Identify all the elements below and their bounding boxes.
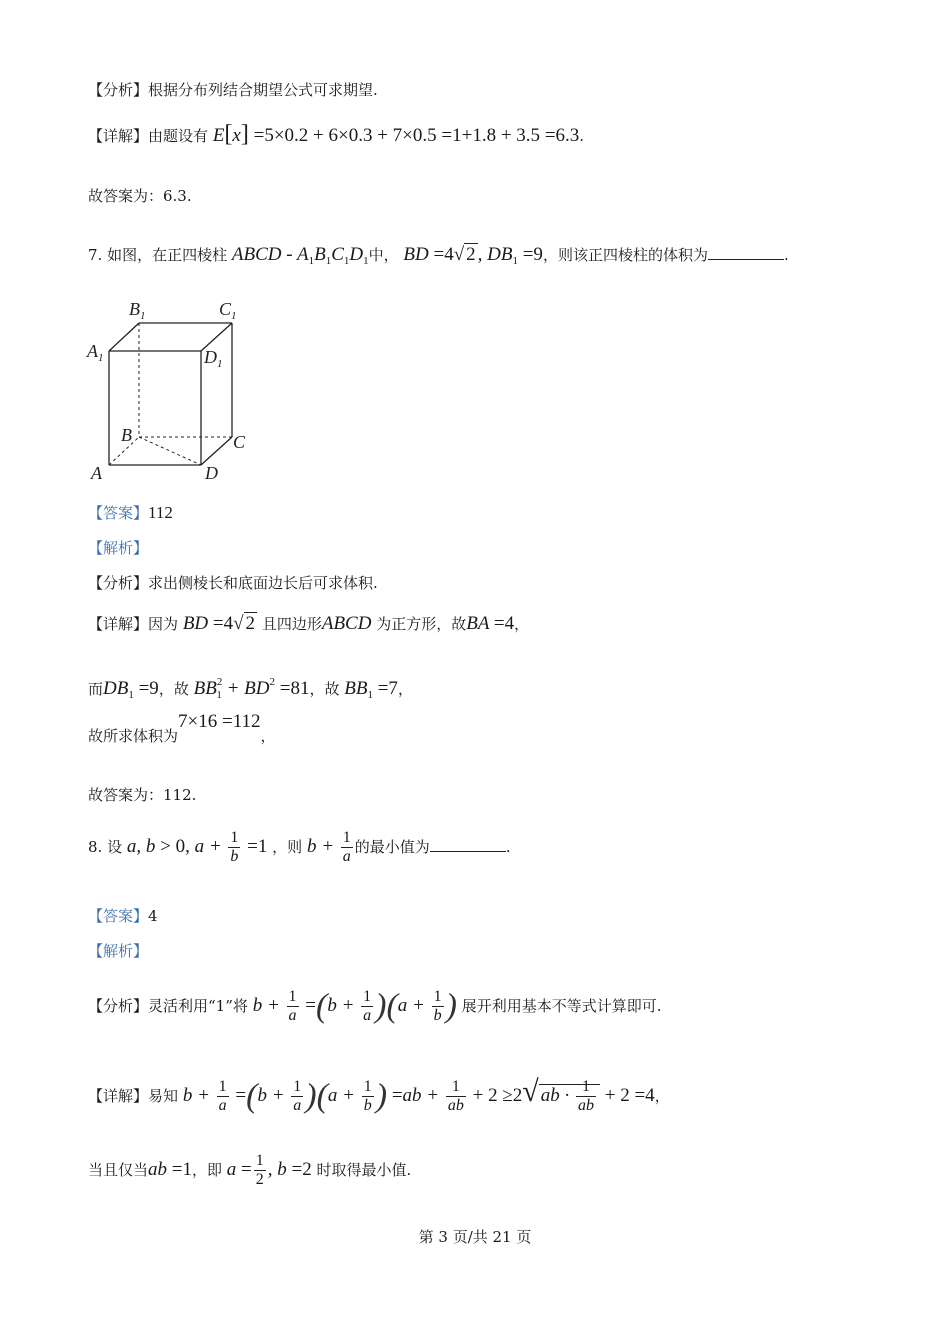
q7-blank bbox=[708, 245, 784, 260]
detail-text-3: 为正方形，故 bbox=[376, 615, 467, 633]
analysis-text-2: 展开利用基本不等式计算即可. bbox=[461, 997, 662, 1015]
solution-tag-8: 【解析】 bbox=[88, 942, 149, 960]
label-b: B bbox=[121, 425, 132, 445]
label-d: D bbox=[205, 463, 218, 483]
detail-7-line-2 bbox=[88, 672, 413, 705]
answer-line-7: 故答案为：112. bbox=[88, 786, 197, 804]
answer-tag: 【答案】 bbox=[88, 504, 149, 522]
q7-prefix: 7. 如图，在正四棱柱 bbox=[88, 246, 228, 264]
text-gu: ，故 bbox=[158, 680, 189, 698]
expectation-formula: E[x] =5×0.2 + 6×0.3 + 7×0.5 =1+1.8 + 3.5 =6.3 bbox=[212, 121, 580, 147]
bd-value: BD =4√ 2 bbox=[182, 613, 256, 634]
detail-comma: ， bbox=[654, 1087, 670, 1105]
text-er: 而 bbox=[88, 680, 104, 698]
ba-value: BA =4 bbox=[466, 613, 515, 634]
question-8: 8. 设 a, b > 0, a + $\frac{1}{b}$ =1 ，则 b + $\frac{1}{a}$ 的最小值为 . bbox=[88, 829, 511, 866]
q7-condition: BD =4√ 2 , $DB_1 =9$ bbox=[403, 244, 543, 267]
analysis-text: 灵活利用“1”将 bbox=[148, 997, 248, 1015]
equality-condition bbox=[88, 1145, 411, 1195]
analysis-tag: 【分析】 bbox=[88, 81, 149, 99]
ab-eq: ab =1 bbox=[148, 1159, 192, 1180]
ab-values: a = $\frac{1}{2}$ , b =2 bbox=[226, 1152, 312, 1189]
analysis-line-6 bbox=[88, 80, 378, 100]
text-gu-2: ，故 bbox=[309, 680, 340, 698]
text-min: 时取得最小值. bbox=[316, 1161, 412, 1179]
q7-suffix: ，则该正四棱柱的体积为 bbox=[542, 246, 708, 264]
detail-text: 易知 bbox=[148, 1087, 179, 1105]
text-comma: ， bbox=[260, 727, 276, 745]
detail-tag: 【详解】 bbox=[88, 615, 149, 633]
detail-8 bbox=[88, 1063, 670, 1125]
page-footer: 第 3 页/共 21 页 bbox=[418, 1228, 532, 1246]
prism-figure bbox=[85, 295, 255, 485]
identity-expression: b + $\frac{1}{a}$ =(b + $\frac{1}{a}$ )(a + $\frac{1}{b}$ ) bbox=[252, 987, 457, 1025]
text-ji: ，即 bbox=[191, 1161, 222, 1179]
answer-tag: 【答案】 bbox=[88, 907, 149, 925]
detail-tag: 【详解】 bbox=[88, 1087, 149, 1105]
pythag-eq: $BB^2_1 + BD^2 =81$ bbox=[193, 676, 310, 701]
volume-formula: 7×16 =112 bbox=[178, 711, 261, 732]
detail-7 bbox=[88, 614, 529, 634]
label-a: A bbox=[91, 463, 102, 483]
solution-tag-7: 【解析】 bbox=[88, 539, 149, 557]
analysis-text: 求出侧棱长和底面边长后可求体积. bbox=[148, 574, 378, 592]
q8-condition: a, b > 0, a + $\frac{1}{b}$ =1 bbox=[126, 829, 268, 866]
label-a1: $A_1$ bbox=[87, 341, 104, 364]
abcd-name: ABCD bbox=[321, 613, 372, 634]
q8-mid: ，则 bbox=[272, 838, 303, 856]
q8-suffix: 的最小值为 bbox=[354, 838, 430, 856]
answer-8 bbox=[88, 906, 158, 926]
text-dangqie: 当且仅当 bbox=[88, 1161, 149, 1179]
q8-blank bbox=[430, 837, 506, 852]
analysis-7 bbox=[88, 573, 378, 593]
label-d1: $D_1$ bbox=[204, 347, 223, 370]
detail-tag: 【详解】 bbox=[88, 127, 149, 145]
analysis-8 bbox=[88, 978, 662, 1034]
text-comma: ， bbox=[397, 680, 413, 698]
q7-prism-name: ABCD - $A_1B_1C_1D_1$ bbox=[231, 244, 369, 267]
q8-expression: b + $\frac{1}{a}$ bbox=[306, 829, 351, 866]
q8-prefix: 8. 设 bbox=[88, 838, 123, 856]
analysis-text: 根据分布列结合期望公式可求期望. bbox=[148, 81, 378, 99]
detail-text-2: 且四边形 bbox=[261, 615, 322, 633]
bb1-value: $BB_1 =7$ bbox=[344, 678, 398, 701]
detail-text: 由题设有 bbox=[148, 127, 209, 145]
detail-text-4: ， bbox=[514, 615, 530, 633]
db1-value: $DB_1 =9$ bbox=[103, 678, 159, 701]
detail-line-6: 【详解】由题设有 E[x] =5×0.2 + 6×0.3 + 7×0.5 =1+1.8 + 3.5 =6.3. bbox=[88, 121, 585, 147]
q7-mid: 中， bbox=[368, 246, 399, 264]
question-7: 7. 如图，在正四棱柱 ABCD - $A_1B_1C_1D_1$中， BD =4√ 2 , $DB_1 =9$，则该正四棱柱的体积为 . bbox=[88, 244, 789, 267]
analysis-tag: 【分析】 bbox=[88, 574, 149, 592]
answer-7 bbox=[88, 503, 173, 523]
answer-value: 112 bbox=[148, 503, 173, 522]
label-b1: $B_1$ bbox=[129, 299, 146, 322]
detail-text: 因为 bbox=[148, 615, 179, 633]
volume-text: 故所求体积为 bbox=[88, 727, 179, 745]
answer-line-6: 故答案为：6.3. bbox=[88, 187, 192, 205]
answer-value: 4 bbox=[148, 907, 158, 925]
label-c: C bbox=[233, 432, 246, 452]
analysis-tag: 【分析】 bbox=[88, 997, 149, 1015]
label-c1: $C_1$ bbox=[219, 299, 237, 322]
detail-7-line-3 bbox=[88, 711, 276, 746]
inequality-chain: b + $\frac{1}{a}$ =(b + $\frac{1}{a}$ )(a + $\frac{1}{b}$ ) =ab + $\frac{1}{ab}$ + 2 ≥2√ ab · $\frac{1}{ab}$ + 2 =4 bbox=[182, 1075, 655, 1115]
